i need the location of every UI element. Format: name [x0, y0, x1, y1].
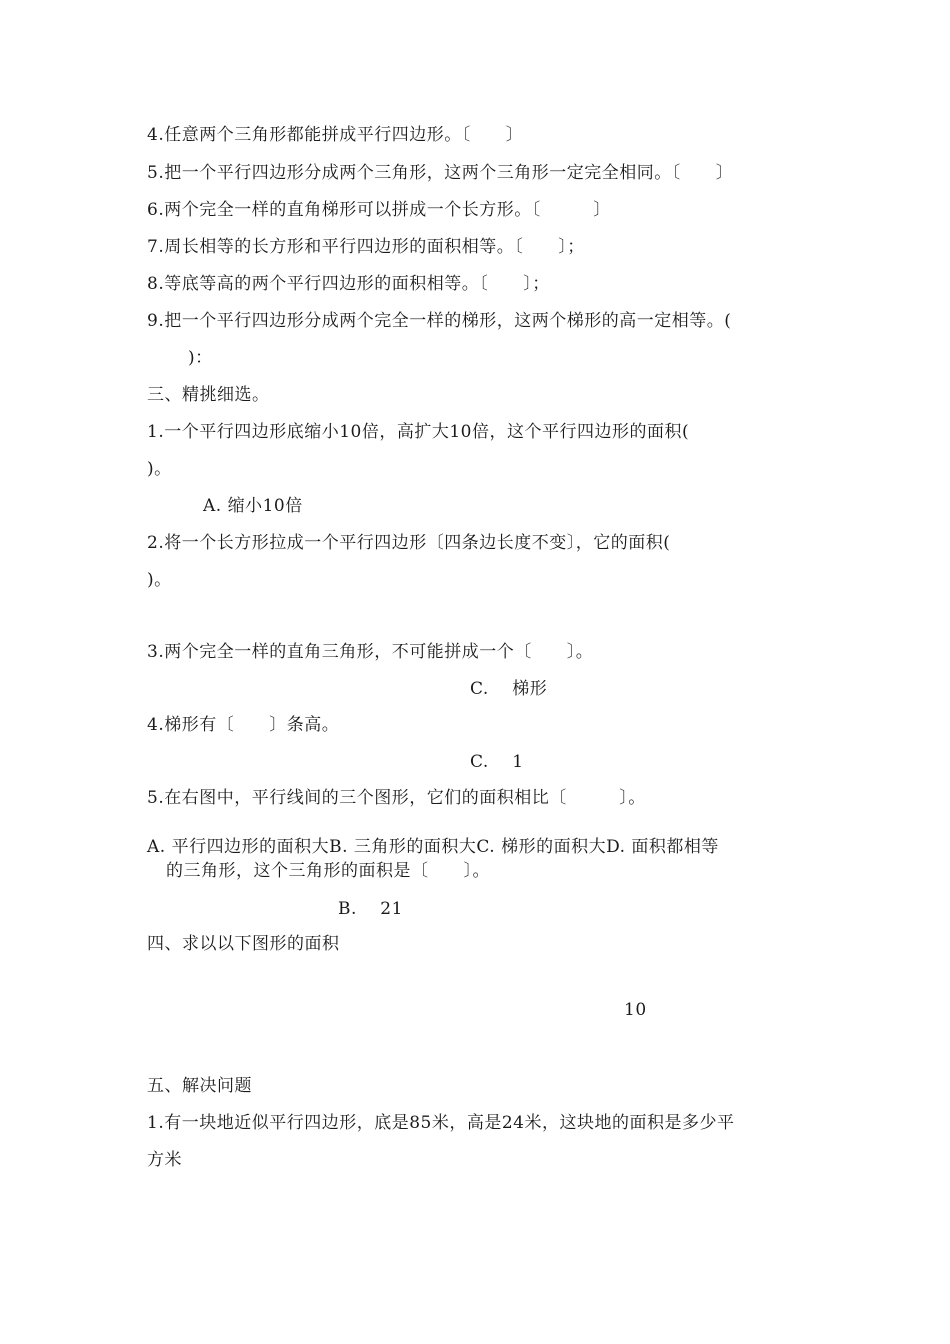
judge-q9-line1: 9.把一个平行四边形分成两个完全一样的梯形，这两个梯形的高一定相等。( — [147, 311, 732, 331]
choose-q3: 3.两个完全一样的直角三角形，不可能拼成一个〔 〕。 — [147, 642, 594, 662]
choose-q2-line2: )。 — [147, 570, 172, 590]
choose-q6-option: B. 21 — [338, 899, 403, 919]
choose-q1-line2: )。 — [147, 459, 172, 479]
judge-q9-line2: )： — [188, 348, 213, 368]
choose-q3-option: C. 梯形 — [470, 679, 548, 699]
choose-q1-line1: 1.一个平行四边形底缩小10倍，高扩大10倍，这个平行四边形的面积( — [147, 422, 690, 442]
solve-q1-line2: 方米 — [147, 1150, 182, 1170]
section-three-heading: 三、精挑细选。 — [147, 385, 270, 405]
section-four-heading: 四、求以以下图形的面积 — [147, 934, 340, 954]
choose-q1-option: A. 缩小10倍 — [203, 496, 303, 516]
choose-q5-options: A. 平行四边形的面积大B. 三角形的面积大C. 梯形的面积大D. 面积都相等 — [147, 837, 719, 857]
section-five-heading: 五、解决问题 — [147, 1076, 252, 1096]
judge-q5: 5.把一个平行四边形分成两个三角形，这两个三角形一定完全相同。〔 〕 — [147, 163, 734, 183]
judge-q8: 8.等底等高的两个平行四边形的面积相等。〔 〕； — [147, 274, 550, 294]
judge-q4: 4.任意两个三角形都能拼成平行四边形。〔 〕 — [147, 125, 524, 145]
choose-q4: 4.梯形有〔 〕条高。 — [147, 715, 340, 735]
figure-label-10: 10 — [624, 1000, 647, 1020]
judge-q6: 6.两个完全一样的直角梯形可以拼成一个长方形。〔 〕 — [147, 200, 611, 220]
judge-q7: 7.周长相等的长方形和平行四边形的面积相等。〔 〕； — [147, 237, 585, 257]
choose-q5: 5.在右图中，平行线间的三个图形，它们的面积相比〔 〕。 — [147, 788, 646, 808]
solve-q1-line1: 1.有一块地近似平行四边形，底是85米，高是24米，这块地的面积是多少平 — [147, 1113, 735, 1133]
choose-q4-option: C. 1 — [470, 752, 524, 772]
choose-q6-continuation: 的三角形，这个三角形的面积是〔 〕。 — [166, 861, 490, 881]
choose-q2-line1: 2.将一个长方形拉成一个平行四边形〔四条边长度不变〕，它的面积( — [147, 533, 671, 553]
